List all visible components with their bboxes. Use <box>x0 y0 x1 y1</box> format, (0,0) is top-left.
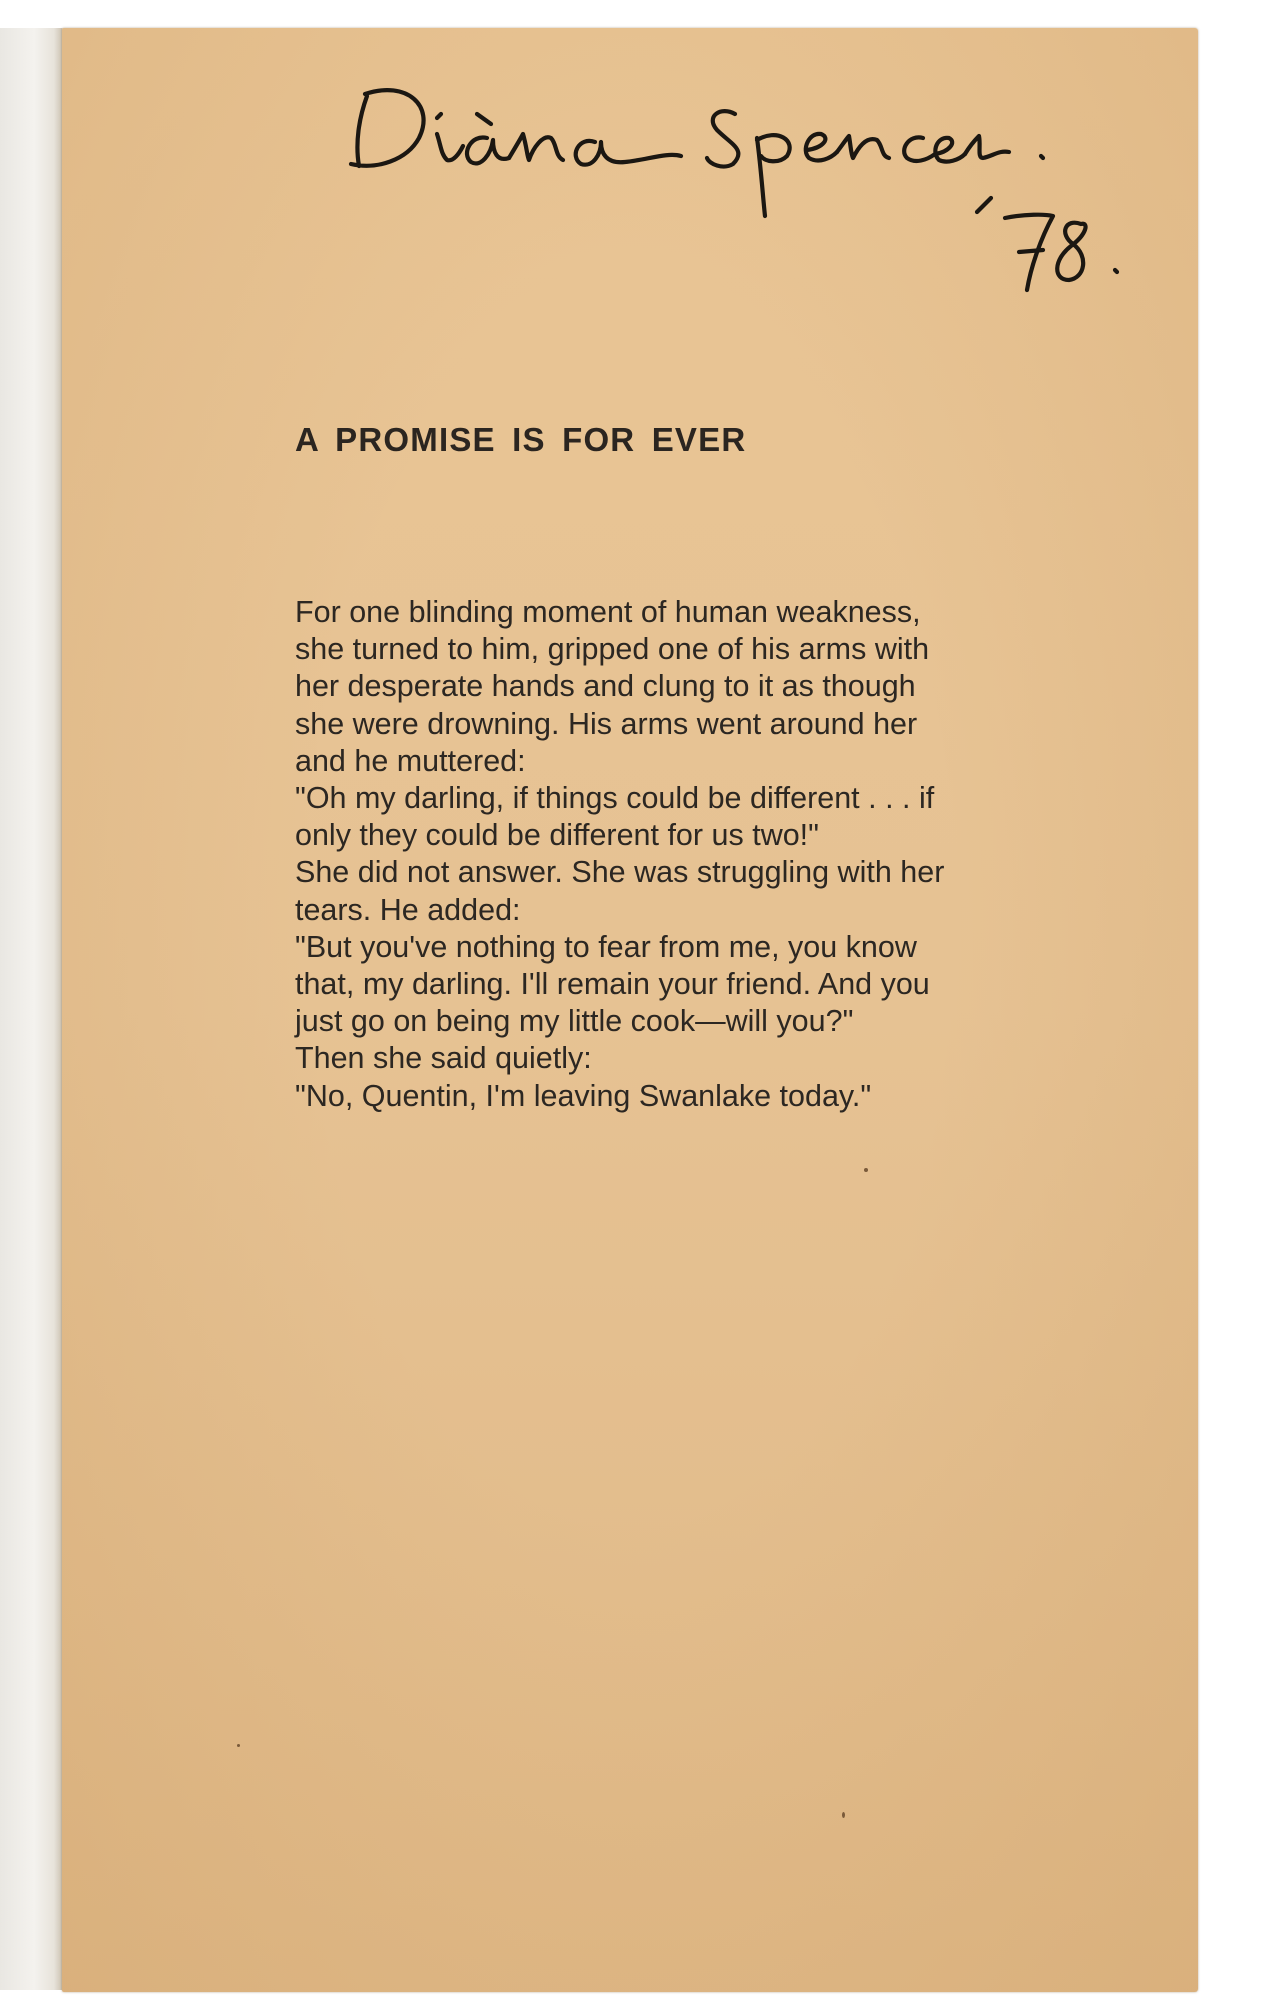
text-line: and he muttered: <box>295 743 526 778</box>
excerpt-text <box>295 594 1155 1115</box>
text-line: For one blinding moment of human weakness, <box>295 595 921 629</box>
text-line: "No, Quentin, I'm leaving Swanlake today." <box>295 1078 872 1113</box>
text-line: she turned to him, gripped one of his arms with <box>295 632 930 667</box>
paper-speck <box>842 1812 845 1818</box>
text-line: Then she said quietly: <box>295 1041 592 1076</box>
text-line: just go on being my little cook—will you?" <box>295 1004 854 1039</box>
text-line: she were drowning. His arms went around her <box>295 706 918 741</box>
paper-speck <box>864 1168 868 1172</box>
left-page-edge <box>0 28 62 1990</box>
text-line: "But you've nothing to fear from me, you know <box>295 929 917 964</box>
handwritten-signature <box>337 58 1197 308</box>
text-line: her desperate hands and clung to it as though <box>295 669 916 704</box>
text-line: only they could be different for us two!" <box>295 818 819 853</box>
text-line: tears. He added: <box>295 892 521 927</box>
page-title: A PROMISE IS FOR EVER <box>295 421 747 458</box>
book-page <box>62 28 1198 1992</box>
paper-speck <box>237 1744 240 1747</box>
text-line: that, my darling. I'll remain your friend. And you <box>295 967 930 1002</box>
text-line: "Oh my darling, if things could be different . . . if <box>295 781 935 816</box>
text-line: She did not answer. She was struggling with her <box>295 855 945 890</box>
